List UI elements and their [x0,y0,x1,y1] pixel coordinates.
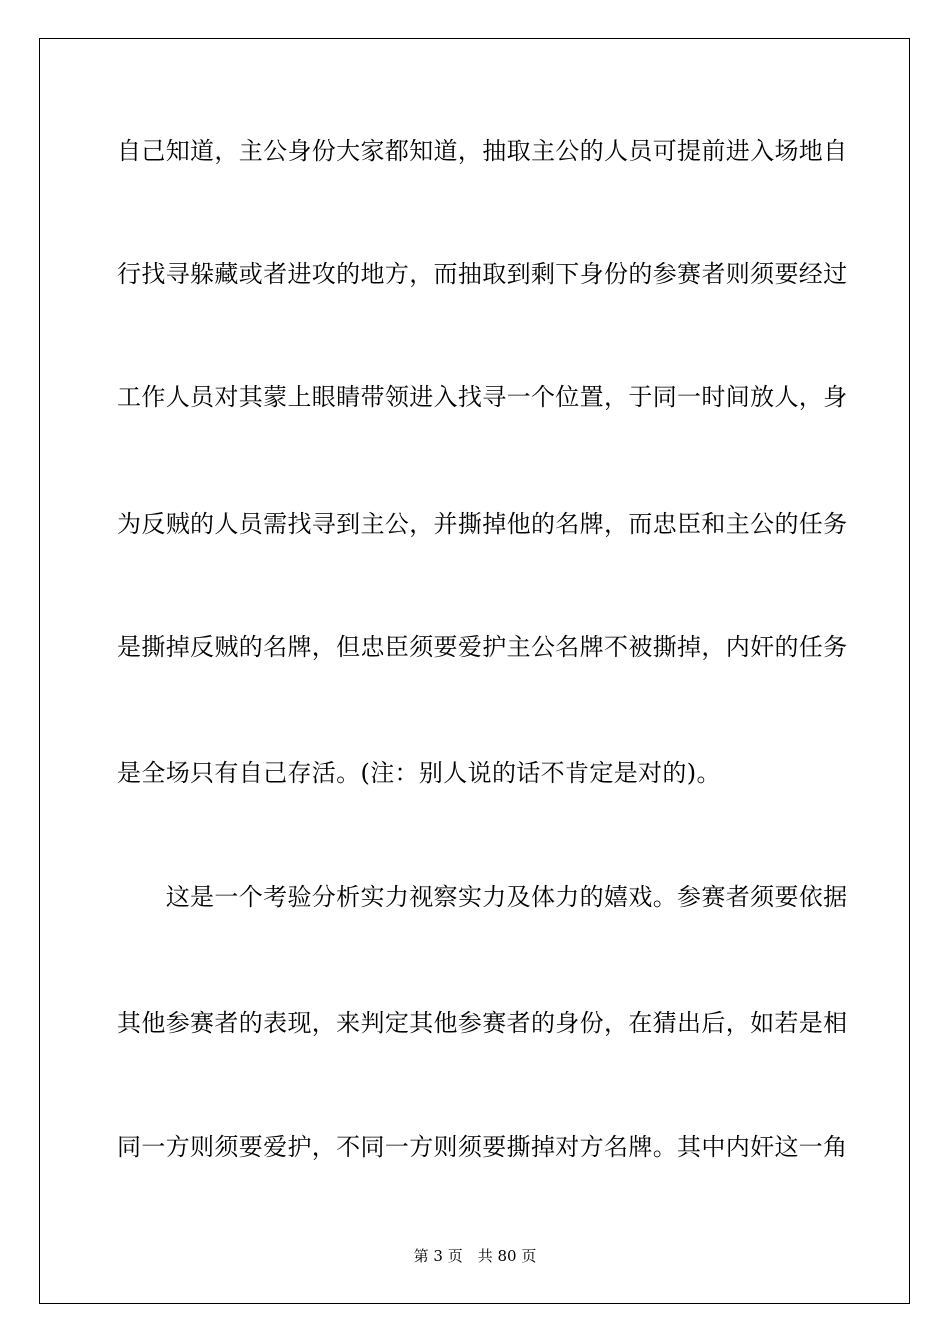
body-line-4: 为反贼的人员需找寻到主公，并撕掉他的名牌，而忠臣和主公的任务 [117,510,848,538]
body-line-5: 是撕掉反贼的名牌，但忠臣须要爱护主公名牌不被撕掉，内奸的任务 [117,633,848,661]
body-line-9: 同一方则须要爱护，不同一方则须要撕掉对方名牌。其中内奸这一角 [117,1133,848,1161]
body-line-7: 这是一个考验分析实力视察实力及体力的嬉戏。参赛者须要依据 [117,883,848,911]
page-number-footer: 第 3 页 共 80 页 [413,1247,537,1265]
body-line-1: 自己知道，主公身份大家都知道，抽取主公的人员可提前进入场地自 [117,137,848,165]
page-border [39,38,910,1304]
body-line-6: 是全场只有自己存活。(注：别人说的话不肯定是对的)。 [117,759,721,787]
body-line-2: 行找寻躲藏或者进攻的地方，而抽取到剩下身份的参赛者则须要经过 [117,260,848,288]
body-line-3: 工作人员对其蒙上眼睛带领进入找寻一个位置，于同一时间放人，身 [117,383,848,411]
body-line-8: 其他参赛者的表现，来判定其他参赛者的身份，在猜出后，如若是相 [117,1009,848,1037]
